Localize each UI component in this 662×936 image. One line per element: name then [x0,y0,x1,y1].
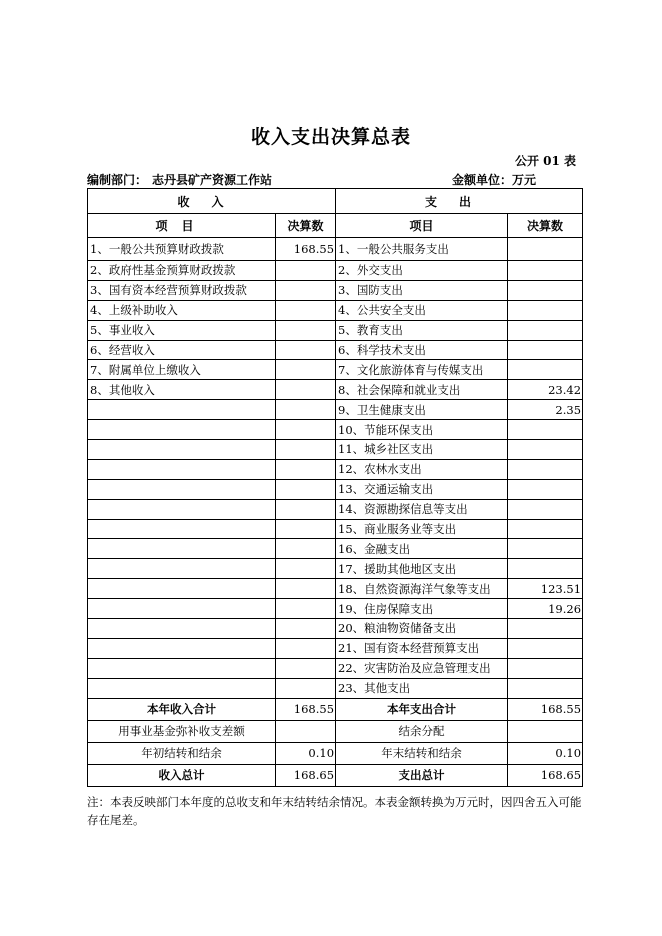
amount-unit: 金额单位：万元 [452,173,537,187]
table-row [88,519,583,539]
income-item-cell: 4、上级补助收入 [88,300,276,320]
expense-item-cell: 21、国有资本经营预算支出 [336,638,508,658]
expense-item-cell: 12、农林水支出 [336,459,508,479]
expense-item-cell: 19、住房保障支出 [336,599,508,619]
expense-total-amount: 168.65 [508,764,583,786]
income-amount-cell [276,539,336,559]
table-row [88,459,583,479]
expense-item-cell: 14、资源勘探信息等支出 [336,499,508,519]
expense-item-cell: 9、卫生健康支出 [336,400,508,420]
income-item-cell [88,479,276,499]
income-amount-cell [276,340,336,360]
expense-amount-cell [508,280,583,300]
expense-amount-cell [508,519,583,539]
income-item-cell [88,559,276,579]
expense-amount-cell [508,261,583,281]
income-amount-cell [276,678,336,698]
income-total-amount: 168.65 [276,764,336,786]
income-expense-table [87,188,583,787]
income-amount-cell [276,261,336,281]
income-item-cell [88,638,276,658]
income-total-amount: 168.55 [276,698,336,720]
income-amount-cell [276,400,336,420]
expense-item-cell: 5、教育支出 [336,320,508,340]
income-item-cell [88,519,276,539]
table-row [88,599,583,619]
income-item-cell [88,440,276,460]
expense-item-cell: 10、节能环保支出 [336,420,508,440]
income-amount-cell [276,300,336,320]
income-amount-cell [276,479,336,499]
expense-item-cell: 8、社会保障和就业支出 [336,380,508,400]
expense-item-cell: 16、金融支出 [336,539,508,559]
income-item-header: 项目 [88,214,276,238]
table-row [88,320,583,340]
income-amount-cell [276,280,336,300]
income-item-cell [88,579,276,599]
table-row [88,638,583,658]
expense-amount-cell [508,479,583,499]
department-value: 志丹县矿产资源工作站 [152,173,273,187]
expense-item-cell: 11、城乡社区支出 [336,440,508,460]
income-item-cell [88,459,276,479]
income-amount-cell [276,360,336,380]
income-amount-cell [276,440,336,460]
expense-item-cell: 4、公共安全支出 [336,300,508,320]
table-row [88,440,583,460]
income-total-label: 年初结转和结余 [88,742,276,764]
expense-total-label: 本年支出合计 [336,698,508,720]
table-row [88,539,583,559]
table-row [88,579,583,599]
income-amount-cell [276,380,336,400]
expense-amount-cell [508,300,583,320]
department-label: 编制部门： [87,173,148,187]
income-amount-cell [276,658,336,678]
expense-item-cell: 18、自然资源海洋气象等支出 [336,579,508,599]
table-body [88,238,583,699]
table-row [88,280,583,300]
expense-amount-cell [508,420,583,440]
expense-amount-cell [508,440,583,460]
income-amount-cell [276,499,336,519]
income-total-label: 收入总计 [88,764,276,786]
income-amount-cell [276,638,336,658]
expense-total-label: 支出总计 [336,764,508,786]
income-item-cell: 8、其他收入 [88,380,276,400]
income-item-cell [88,420,276,440]
expense-total-label: 年末结转和结余 [336,742,508,764]
expense-amount-cell [508,459,583,479]
expense-total-amount: 0.10 [508,742,583,764]
income-amount-cell [276,320,336,340]
table-totals [88,698,583,786]
expense-item-cell: 7、文化旅游体育与传媒支出 [336,360,508,380]
page-title: 收入支出决算总表 [250,126,411,148]
total-row [88,764,583,786]
expense-item-cell: 15、商业服务业等支出 [336,519,508,539]
expense-item-cell: 13、交通运输支出 [336,479,508,499]
income-item-cell: 6、经营收入 [88,340,276,360]
income-item-cell: 1、一般公共预算财政拨款 [88,238,276,261]
income-item-cell [88,499,276,519]
expense-amount-cell [508,360,583,380]
total-row [88,698,583,720]
expense-amount-cell: 123.51 [508,579,583,599]
total-row [88,720,583,742]
income-amount-cell [276,519,336,539]
expense-total-amount [508,720,583,742]
table-row [88,559,583,579]
expense-amount-cell [508,658,583,678]
total-row [88,742,583,764]
expense-item-header: 项目 [336,214,508,238]
expense-item-cell: 23、其他支出 [336,678,508,698]
table-row [88,400,583,420]
table-row [88,360,583,380]
table-row [88,678,583,698]
table-row [88,380,583,400]
table-row [88,300,583,320]
income-item-cell [88,678,276,698]
expense-amount-cell [508,499,583,519]
income-item-cell: 7、附属单位上缴收入 [88,360,276,380]
table-row [88,340,583,360]
income-item-cell: 2、政府性基金预算财政拨款 [88,261,276,281]
expense-amount-cell [508,340,583,360]
form-number: 公开 01 表 [514,154,576,168]
expense-item-cell: 3、国防支出 [336,280,508,300]
income-item-cell [88,658,276,678]
expense-amount-cell [508,320,583,340]
income-item-cell [88,599,276,619]
income-total-amount: 0.10 [276,742,336,764]
income-header: 收入 [88,189,336,214]
expense-amount-cell [508,539,583,559]
expense-amount-cell [508,638,583,658]
expense-amount-cell [508,238,583,261]
income-amount-cell [276,420,336,440]
table-row [88,238,583,261]
income-amount-cell [276,579,336,599]
expense-item-cell: 20、粮油物资储备支出 [336,619,508,639]
expense-amount-cell: 19.26 [508,599,583,619]
expense-total-label: 结余分配 [336,720,508,742]
expense-amount-cell: 23.42 [508,380,583,400]
expense-amount-cell [508,678,583,698]
expense-item-cell: 22、灾害防治及应急管理支出 [336,658,508,678]
table-row [88,658,583,678]
expense-amount-header: 决算数 [508,214,583,238]
table-row [88,420,583,440]
income-total-label: 用事业基金弥补收支差额 [88,720,276,742]
table-row [88,261,583,281]
income-total-label: 本年收入合计 [88,698,276,720]
income-amount-cell [276,459,336,479]
income-total-amount [276,720,336,742]
expense-amount-cell [508,559,583,579]
table-row [88,499,583,519]
expense-total-amount: 168.55 [508,698,583,720]
income-item-cell: 3、国有资本经营预算财政拨款 [88,280,276,300]
footnote: 注：本表反映部门本年度的总收支和年末结转结余情况。本表金额转换为万元时，因四舍五入可能存在尾差。 [87,795,582,827]
income-amount-cell [276,619,336,639]
expense-item-cell: 6、科学技术支出 [336,340,508,360]
income-amount-cell [276,559,336,579]
income-amount-cell [276,599,336,619]
expense-item-cell: 1、一般公共服务支出 [336,238,508,261]
expense-amount-cell: 2.35 [508,400,583,420]
expense-item-cell: 2、外交支出 [336,261,508,281]
expense-amount-cell [508,619,583,639]
income-item-cell [88,539,276,559]
table-row [88,619,583,639]
income-amount-header: 决算数 [276,214,336,238]
income-item-cell [88,619,276,639]
income-item-cell: 5、事业收入 [88,320,276,340]
income-amount-cell: 168.55 [276,238,336,261]
expense-item-cell: 17、援助其他地区支出 [336,559,508,579]
table-row [88,479,583,499]
expense-header: 支出 [336,189,583,214]
income-item-cell [88,400,276,420]
